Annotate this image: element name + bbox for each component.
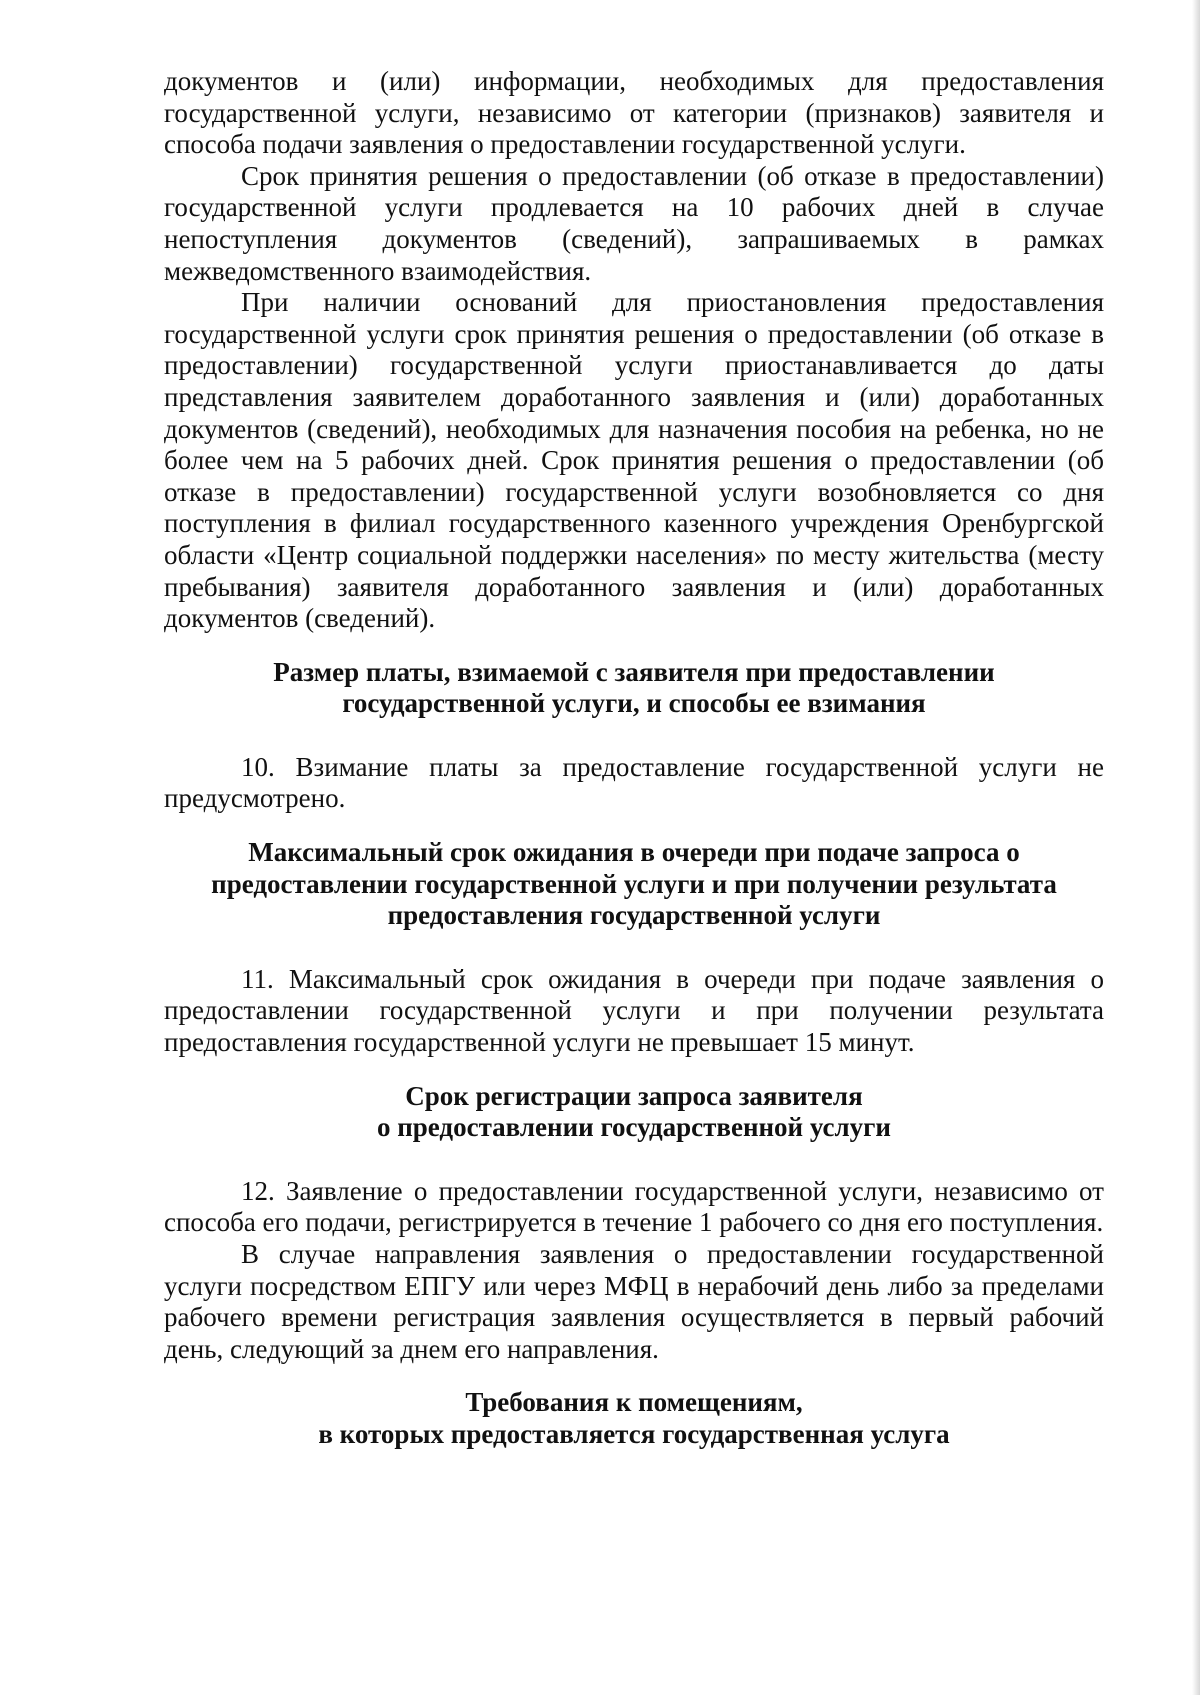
spacer: [164, 932, 1104, 964]
heading-fee-line1: Размер платы, взимаемой с заявителя при предоставлении: [273, 656, 995, 687]
heading-queue-line2: предоставлении государственной услуги и при получении результата: [211, 868, 1057, 899]
document-body: [164, 66, 1104, 1451]
heading-premises-line2: в которых предоставляется государственная услуга: [318, 1418, 950, 1449]
paragraph-12: 12. Заявление о предоставлении государственной услуги, независимо от способа его подачи, регистрируется в течение 1 рабочего со дня его поступления.: [164, 1175, 1104, 1238]
heading-premises: [164, 1387, 1104, 1450]
heading-registration-line2: о предоставлении государственной услуги: [376, 1112, 891, 1143]
heading-queue-line3: предоставления государственной услуги: [387, 900, 881, 931]
paragraph-continued: документов и (или) информации, необходимых для предоставления государственной услуги, независимо от категории (признаков) заявителя и способа подачи заявления о предоставлении государственной услуги.: [164, 66, 1104, 160]
paragraph-suspension: При наличии оснований для приостановления предоставления государственной услуги срок принятия решения о предоставлении (об отказе в предоставлении) государственной услуги приостанавливается до даты представления заявителем доработанного заявления и (или) доработанных документов (сведений), необходимых для назначения пособия на ребенка, но не более чем на 5 рабочих дней. Срок принятия решения о предоставлении (об отказе в предоставлении) государственной услуги возобновляется со дня поступления в филиал государственного казенного учреждения Оренбургской области «Центр социальной поддержки населения» по месту жительства (месту пребывания) заявителя доработанного заявления и (или) доработанных документов (сведений).: [164, 287, 1104, 634]
spacer: [164, 1059, 1104, 1081]
heading-queue-line1: Максимальный срок ожидания в очереди при подаче запроса о: [248, 837, 1020, 868]
heading-fee: [164, 657, 1104, 720]
paragraph-10: 10. Взимание платы за предоставление государственной услуги не предусмотрено.: [164, 751, 1104, 814]
heading-queue: [164, 837, 1104, 932]
heading-registration-line1: Срок регистрации запроса заявителя: [405, 1080, 863, 1111]
heading-registration: [164, 1081, 1104, 1144]
paragraph-11: 11. Максимальный срок ожидания в очереди при подаче заявления о предоставлении государственной услуги и при получении результата предоставления государственной услуги не превышает 15 минут.: [164, 963, 1104, 1058]
heading-fee-line2: государственной услуги, и способы ее взимания: [342, 688, 926, 719]
paragraph-extension: Срок принятия решения о предоставлении (об отказе в предоставлении) государственной услуги продлевается на 10 рабочих дней в случае непоступления документов (сведений), запрашиваемых в рамках межведомственного взаимодействия.: [164, 160, 1104, 286]
spacer: [164, 1365, 1104, 1387]
paragraph-12-nonworking: В случае направления заявления о предоставлении государственной услуги посредством ЕПГУ или через МФЦ в нерабочий день либо за пределами рабочего времени регистрация заявления осуществляется в первый рабочий день, следующий за днем его направления.: [164, 1239, 1104, 1364]
page-edge-shadow: [1192, 0, 1200, 1695]
spacer: [164, 720, 1104, 752]
spacer: [164, 1144, 1104, 1176]
spacer: [164, 635, 1104, 657]
heading-premises-line1: Требования к помещениям,: [465, 1387, 803, 1418]
spacer: [164, 815, 1104, 837]
